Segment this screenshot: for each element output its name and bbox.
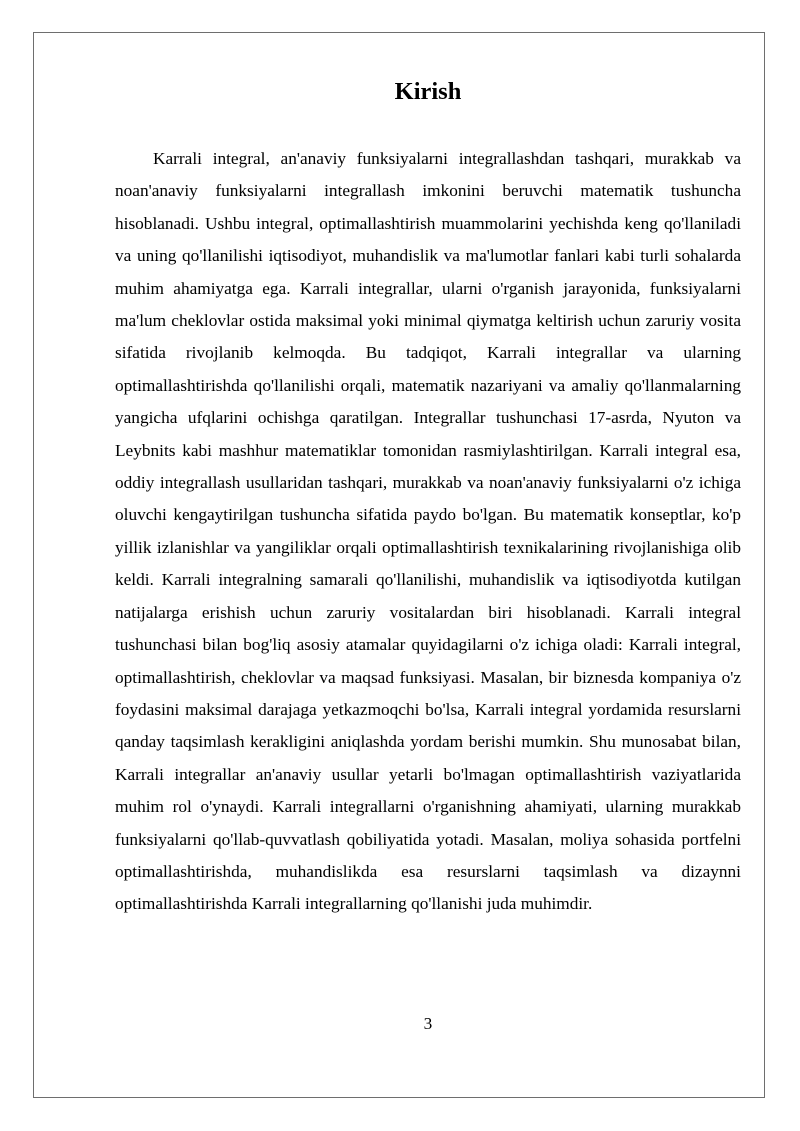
page-title: Kirish: [394, 78, 462, 105]
body-paragraph: Karrali integral, an'anaviy funksiyalarni integrallashdan tashqari, murakkab va noan'anaviy funksiyalarni integrallash imkonini beruvchi matematik tushuncha hisoblanadi. Ushbu integral, optimallashtirish muammolarini yechishda keng qo'llaniladi va uning qo'llanilishi iqtisodiyot, muhandislik va ma'lumotlar fanlari kabi turli sohalarda muhim ahamiyatga ega. Karrali integrallar, ularni o'rganish jarayonida, funksiyalarni ma'lum cheklovlar ostida maksimal yoki minimal qiymatga keltirish uchun zaruriy vosita sifatida rivojlanib kelmoqda. Bu tadqiqot, Karrali integrallar va ularning optimallashtirishda qo'llanilishi orqali, matematik nazariyani va amaliy qo'llanmalarning yangicha ufqlarini ochishga qaratilgan. Integrallar tushunchasi 17-asrda, Nyuton va Leybnits kabi mashhur matematiklar tomonidan rasmiylashtirilgan. Karrali integral esa, oddiy integrallash usullaridan tashqari, murakkab va noan'anaviy funksiyalarni o'z ichiga oluvchi kengaytirilgan tushuncha sifatida paydo bo'lgan. Bu matematik konseptlar, ko'p yillik izlanishlar va yangiliklar orqali optimallashtirish texnikalarining rivojlanishiga olib keldi. Karrali integralning samarali qo'llanilishi, muhandislik va iqtisodiyotda kutilgan natijalarga erishish uchun zaruriy vositalardan biri hisoblanadi. Karrali integral tushunchasi bilan bog'liq asosiy atamalar quyidagilarni o'z ichiga oladi: Karrali integral, optimallashtirish, cheklovlar va maqsad funksiyasi. Masalan, bir biznesda kompaniya o'z foydasini maksimal darajaga yetkazmoqchi bo'lsa, Karrali integral yordamida resurslarni qanday taqsimlash kerakligini aniqlashda yordam berishi mumkin. Shu munosabat bilan, Karrali integrallar an'anaviy usullar yetarli bo'lmagan optimallashtirish vaziyatlarida muhim rol o'ynaydi. Karrali integrallarni o'rganishning ahamiyati, ularning murakkab funksiyalarni qo'llab-quvvatlash qobiliyatida yotadi. Masalan, moliya sohasida portfelni optimallashtirishda, muhandislikda esa resurslarni taqsimlash va dizaynni optimallashtirishda Karrali integrallarning qo'llanishi juda muhimdir.: [115, 149, 741, 914]
page-number: 3: [423, 1014, 433, 1033]
